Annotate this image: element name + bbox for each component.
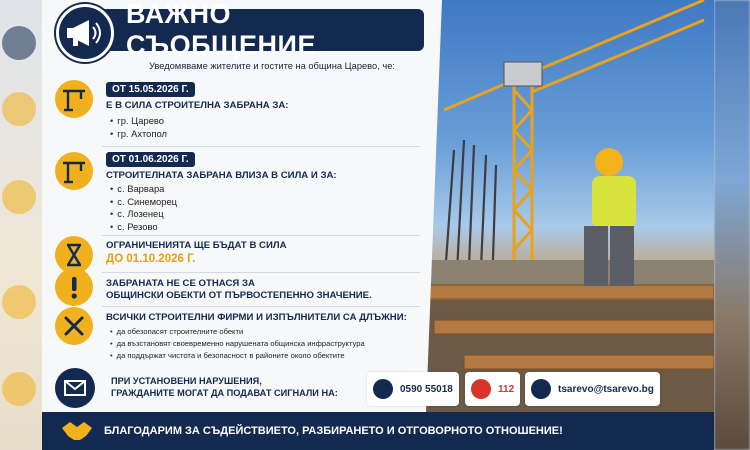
email-pill[interactable] [525,372,660,406]
crane-icon [55,152,93,190]
list-item: • с. Резово [110,221,177,234]
divider [102,272,420,273]
contact-row [55,368,655,412]
list-item: • с. Варвара [110,183,177,196]
blurred-tools-icon [2,372,36,406]
list-item: • да поддържат чистота и безопасност в районите около обектите [110,350,365,362]
section4-line2: ОБЩИНСКИ ОБЕКТИ ОТ ПЪРВОСТЕПЕННО ЗНАЧЕНИЕ. [106,290,372,301]
section2-heading: СТРОИТЕЛНАТА ЗАБРАНА ВЛИЗА В СИЛА И ЗА: [106,170,337,181]
blurred-crane-icon [2,180,36,214]
list-item: • да обезопасят строителните обекти [110,326,365,338]
section5-list [110,326,365,362]
divider [102,306,420,307]
section1-list [110,115,167,140]
tools-icon [55,307,93,345]
blurred-right-strip [714,0,750,450]
email-icon [531,379,551,399]
divider [102,146,420,147]
phone-number: 0590 55018 [400,383,453,395]
crane-icon [55,80,93,118]
section3-line1: ОГРАНИЧЕНИЯТА ЩЕ БЪДАТ В СИЛА [106,240,287,251]
emergency-pill[interactable] [465,372,520,406]
list-item: • гр. Ахтопол [110,128,167,141]
contact-line1: ПРИ УСТАНОВЕНИ НАРУШЕНИЯ, [111,376,262,386]
end-date: ДО 01.10.2026 Г. [106,253,196,265]
handshake-icon [60,418,94,444]
notice-poster [42,0,714,450]
section2-list [110,183,177,233]
blurred-left-strip [0,0,42,450]
date-badge-2: ОТ 01.06.2026 Г. [106,152,195,167]
section5-heading: ВСИЧКИ СТРОИТЕЛНИ ФИРМИ И ИЗПЪЛНИТЕЛИ СА ДЛЪЖНИ: [106,312,407,323]
divider [102,235,420,236]
construction-photo [404,0,714,412]
footer-banner [42,412,714,450]
contact-line2: ГРАЖДАНИТЕ МОГАТ ДА ПОДАВАТ СИГНАЛИ НА: [111,388,338,398]
contact-text [111,375,338,399]
blurred-hourglass-icon [2,285,36,319]
blurred-megaphone-icon [2,26,36,60]
list-item: • с. Синеморец [110,196,177,209]
siren-icon [471,379,491,399]
section1-heading: Е В СИЛА СТРОИТЕЛНА ЗАБРАНА ЗА: [106,100,289,111]
phone-icon [373,379,393,399]
section4-line1: ЗАБРАНАТА НЕ СЕ ОТНАСЯ ЗА [106,278,255,289]
megaphone-icon [56,4,114,62]
list-item: • с. Лозенец [110,208,177,221]
phone-pill[interactable] [367,372,459,406]
emergency-number: 112 [498,383,515,395]
envelope-icon [55,368,95,408]
date-badge-1: ОТ 15.05.2026 Г. [106,82,195,97]
list-item: • да възстановят своевременно нарушената общинска инфраструктура [110,338,365,350]
intro-text: Уведомяваме жителите и гостите на община Царево, че: [149,61,395,71]
thanks-text: БЛАГОДАРИМ ЗА СЪДЕЙСТВИЕТО, РАЗБИРАНЕТО И ОТГОВОРНОТО ОТНОШЕНИЕ! [104,425,563,437]
blurred-crane-icon [2,92,36,126]
exclamation-icon [55,268,93,306]
list-item: • гр. Царево [110,115,167,128]
email-address: tsarevo@tsarevo.bg [558,383,654,395]
construction-scene-illustration [404,0,714,412]
header-banner [64,0,424,60]
page-title: ВАЖНО СЪОБЩЕНИЕ [126,0,316,60]
